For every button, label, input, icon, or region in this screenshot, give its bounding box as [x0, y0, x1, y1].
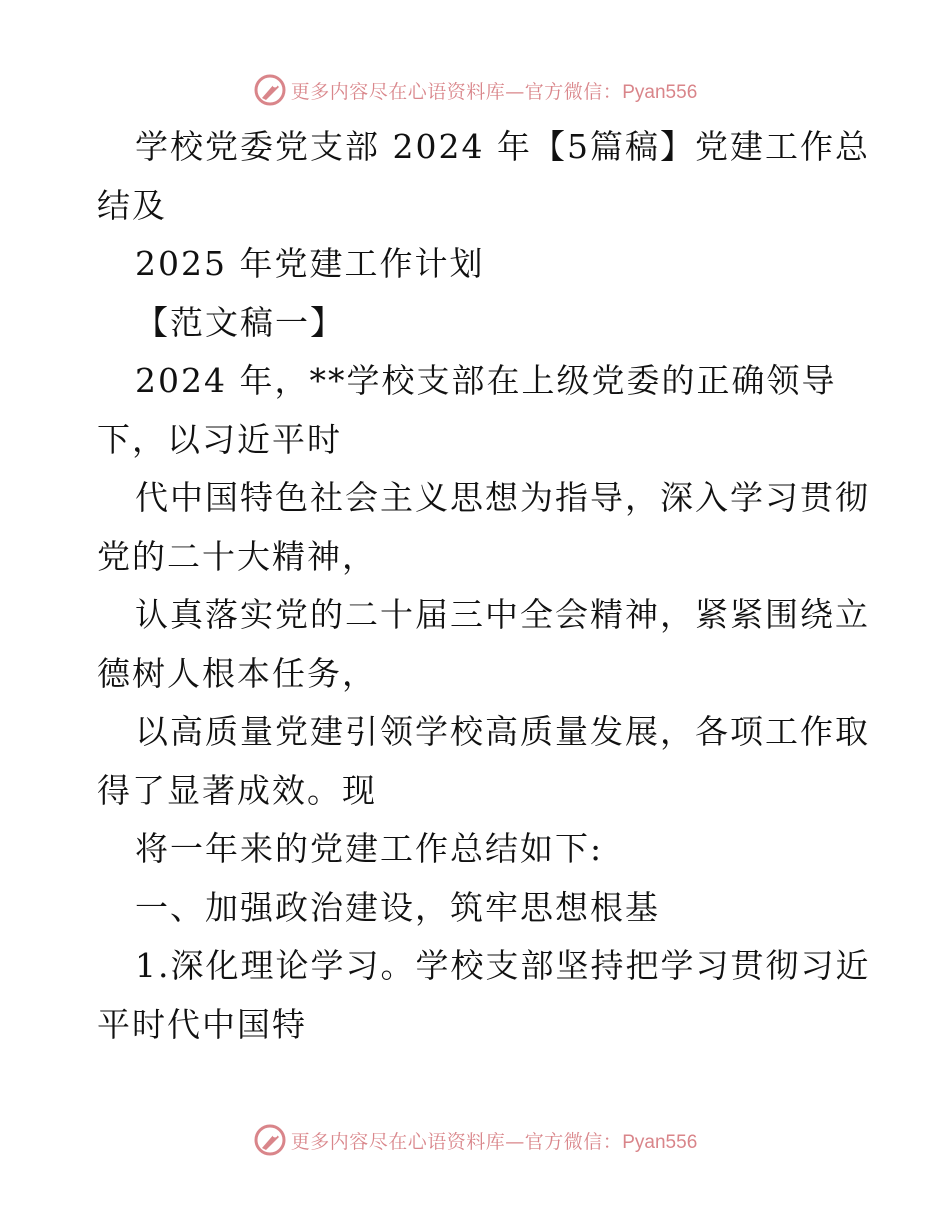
text-line: 将一年来的党建工作总结如下: [135, 829, 604, 868]
text-line: 2024 年，**学校支部在上级党委的正确领导 [135, 361, 837, 400]
text-line: 结及 [97, 185, 167, 225]
document-body [97, 118, 871, 1054]
text-line: 下，以习近平时 [97, 419, 342, 459]
watermark-wechat-id: Pyan556 [622, 1131, 698, 1153]
pen-nib-logo-icon [253, 1123, 287, 1157]
pen-nib-logo-icon [253, 73, 287, 107]
text-line: 一、加强政治建设，筑牢思想根基 [135, 887, 660, 927]
text-line: 学校党委党支部 2024 年【5篇稿】党建工作总 [135, 127, 870, 166]
watermark-wechat-id: Pyan556 [622, 81, 698, 103]
text-line: 平时代中国特 [97, 1004, 307, 1044]
text-line: 得了显著成效。现 [97, 770, 377, 810]
watermark-text: 更多内容尽在心语资料库—官方微信：Pyan556 [290, 80, 698, 103]
text-line: 2025 年党建工作计划 [135, 244, 485, 283]
text-line: 代中国特色社会主义思想为指导，深入学习贯彻 [135, 478, 870, 517]
text-line: 德树人根本任务， [97, 653, 377, 693]
watermark-text: 更多内容尽在心语资料库—官方微信：Pyan556 [290, 1130, 698, 1153]
watermark-header [0, 70, 950, 110]
text-line: 【范文稿一】 [135, 302, 345, 342]
text-line: 以高质量党建引领学校高质量发展，各项工作取 [135, 712, 870, 751]
watermark-footer [0, 1120, 950, 1160]
text-line: 1.深化理论学习。学校支部坚持把学习贯彻习近 [135, 946, 871, 985]
text-line: 党的二十大精神， [97, 536, 377, 576]
text-line: 认真落实党的二十届三中全会精神，紧紧围绕立 [135, 595, 870, 634]
